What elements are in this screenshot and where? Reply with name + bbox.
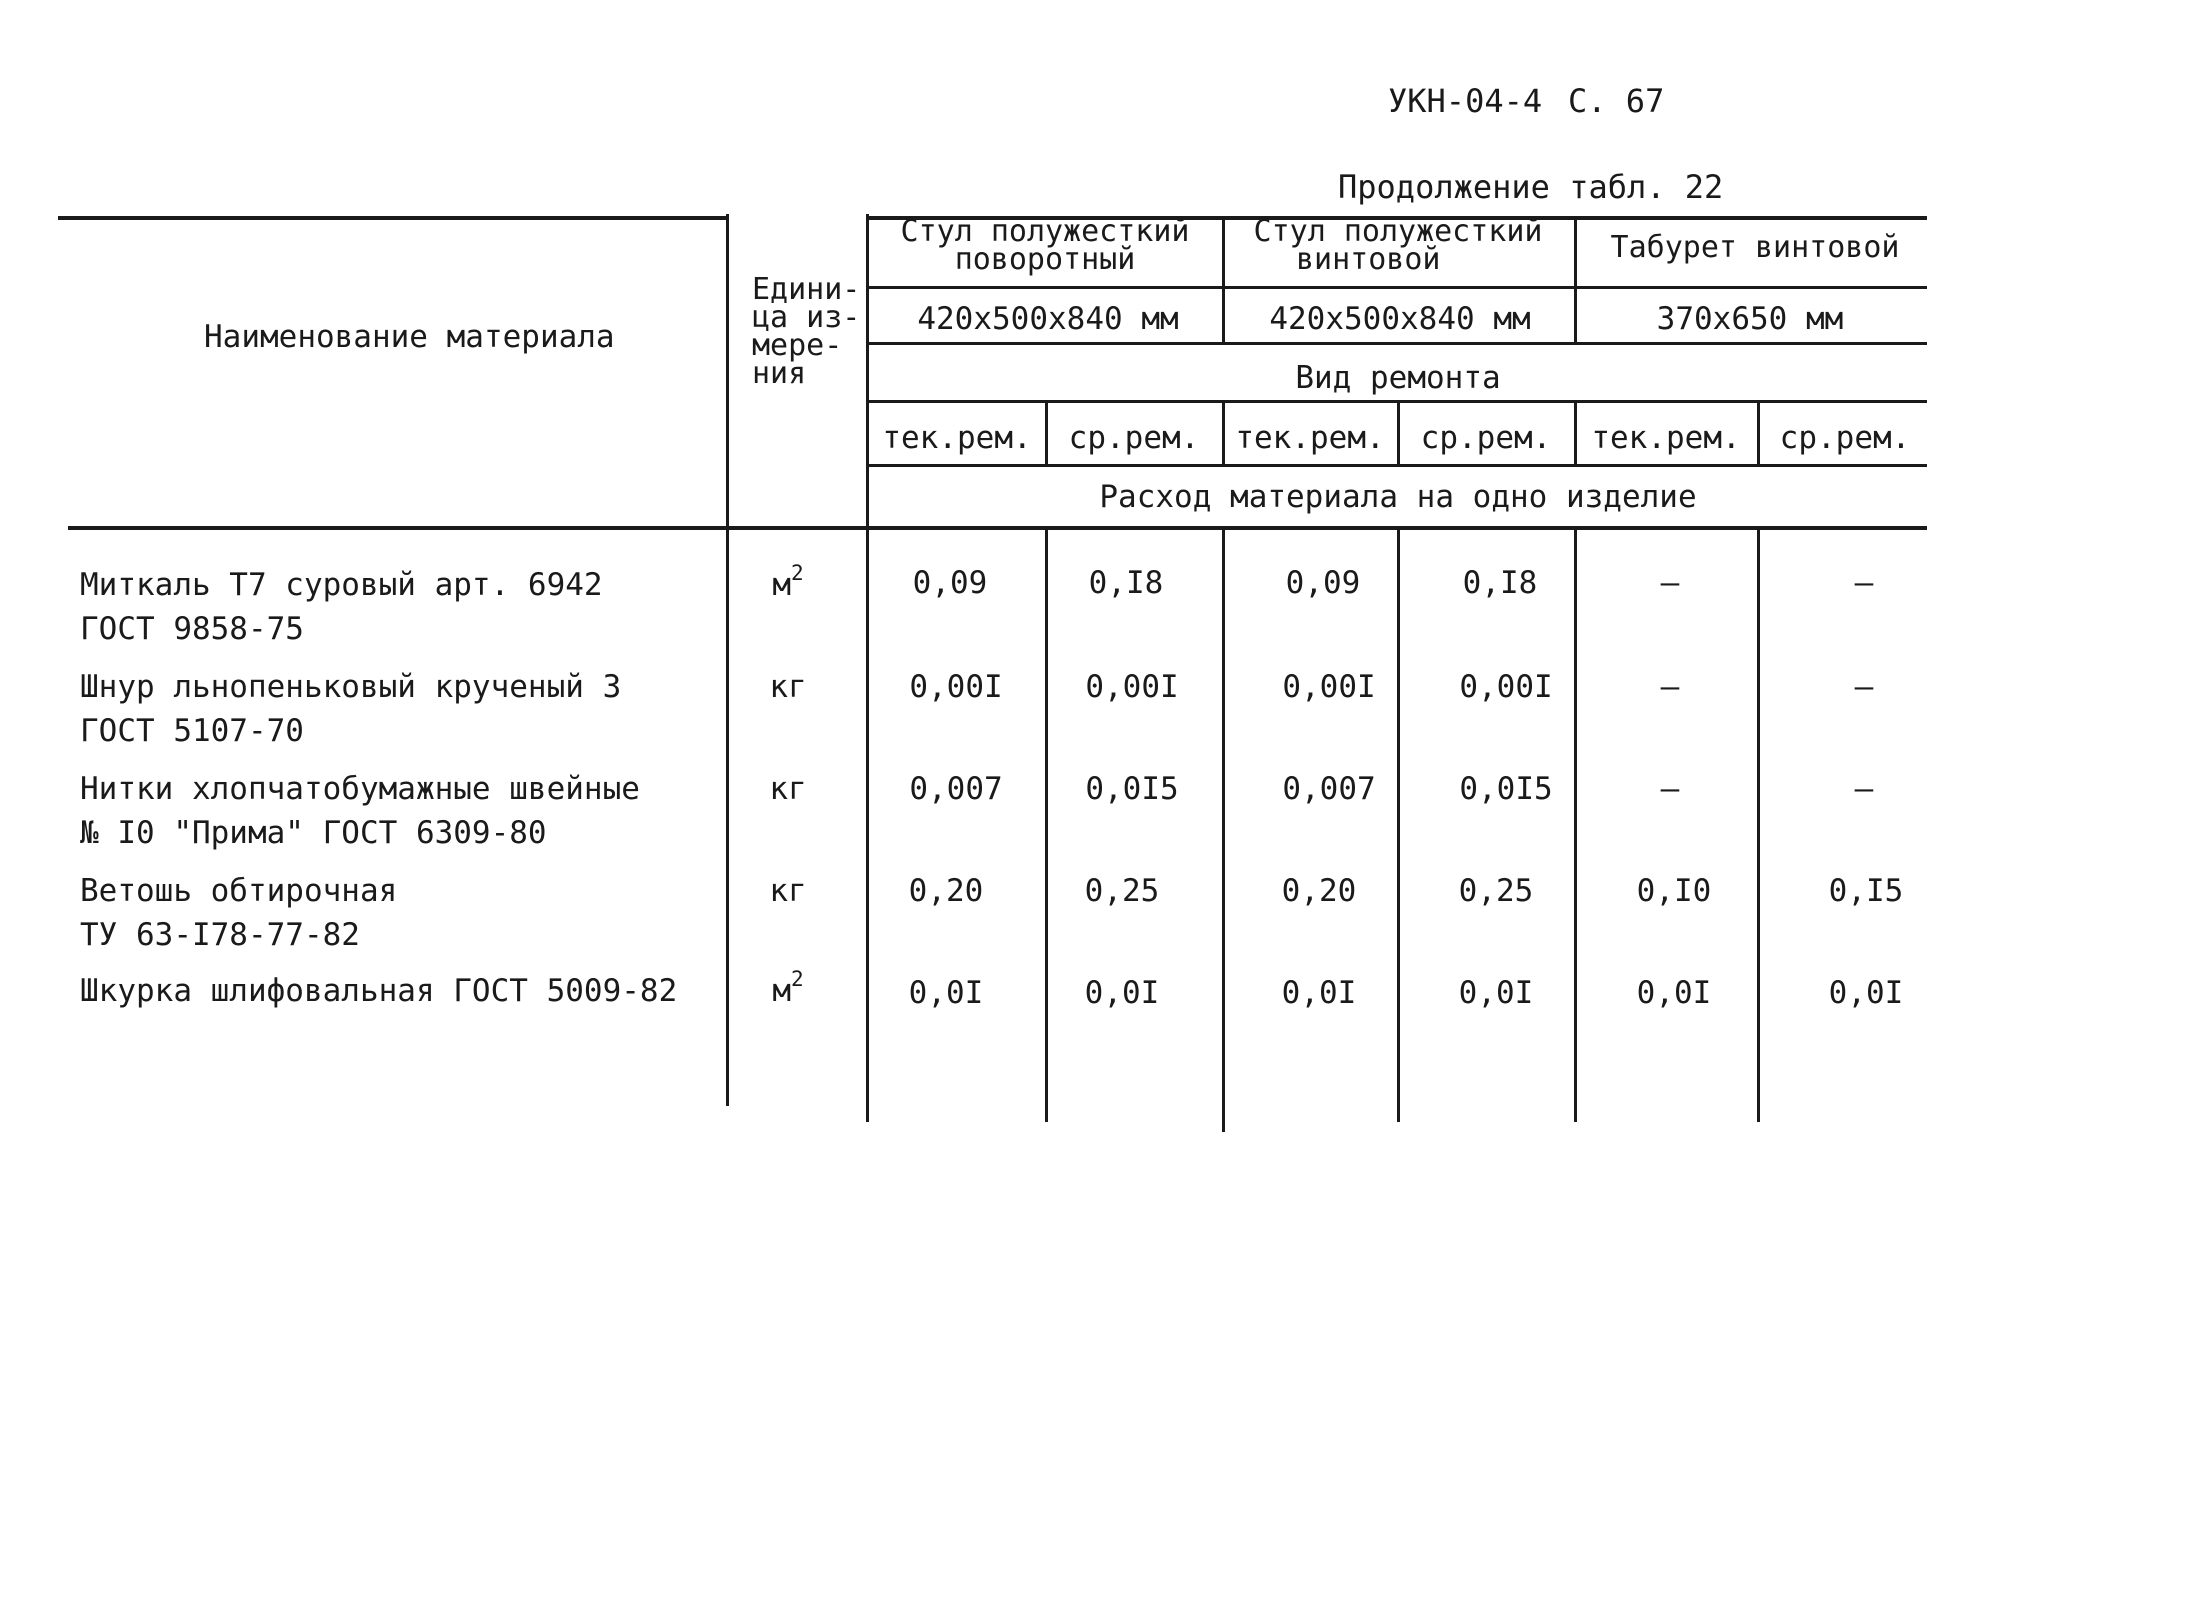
material-name-line: Нитки хлопчатобумажные швейные [80, 771, 640, 807]
value-cell: 0,25 [1458, 873, 1534, 909]
unit-text: м [772, 973, 792, 1009]
unit-cell [769, 770, 806, 808]
unit-header-line: мере- [752, 328, 843, 363]
repair-divider-3 [1397, 400, 1400, 464]
value-cell: 0,I8 [1088, 565, 1164, 601]
repair-kind-6: ср.рем. [1779, 420, 1911, 456]
repair-divider-4 [1574, 400, 1577, 464]
value-cell: 0,25 [1084, 873, 1160, 909]
material-name-line: ГОСТ 5107-70 [80, 713, 304, 749]
unit-cell [769, 872, 806, 910]
unit-cell [769, 668, 806, 706]
value-cell: 0,007 [1282, 771, 1376, 807]
unit-header-line: Едини- [752, 272, 861, 307]
unit-text: м [772, 567, 792, 603]
value-cell: 0,007 [909, 771, 1003, 807]
value-cell: 0,I5 [1828, 873, 1904, 909]
repair-kind-4: ср.рем. [1420, 420, 1552, 456]
unit-cell [772, 560, 804, 604]
header-bottom-rule [68, 526, 1927, 530]
product-name-line: Табурет винтовой [1610, 230, 1900, 265]
value-cell: – [1854, 669, 1874, 705]
product-divider-1-header [1222, 216, 1225, 342]
value-cell: 0,00I [1085, 669, 1179, 705]
value-cell: 0,09 [1285, 565, 1361, 601]
unit-superscript: 2 [791, 966, 804, 991]
unit-header-line: ния [752, 356, 807, 391]
unit-text: кг [769, 669, 807, 705]
value-cell: 0,20 [908, 873, 984, 909]
table-continuation-caption: Продолжение табл. 22 [1338, 168, 1724, 206]
material-name-line: Ветошь обтирочная [80, 873, 398, 909]
value-cell: 0,0I [1636, 975, 1712, 1011]
page-number: С. 67 [1568, 82, 1665, 120]
value-cell: 0,0I5 [1459, 771, 1553, 807]
value-cell: 0,0I [1084, 975, 1160, 1011]
value-cell: 0,00I [1282, 669, 1376, 705]
repair-kind-1: тек.рем. [882, 420, 1032, 456]
value-cell: – [1660, 669, 1680, 705]
value-cell: – [1660, 771, 1680, 807]
repair-type-header: Вид ремонта [1295, 360, 1501, 396]
product-divider-2-header [1574, 216, 1577, 342]
product-name-line: Стул полужесткий [900, 214, 1190, 249]
material-name-line: ГОСТ 9858-75 [80, 611, 304, 647]
document-code: УКН-04-4 [1388, 82, 1543, 120]
value-cell: 0,00I [1459, 669, 1553, 705]
value-cell: 0,20 [1281, 873, 1357, 909]
product-size-2: 420х500х840 мм [1269, 301, 1531, 337]
material-name-column-header: Наименование материала [204, 319, 615, 355]
unit-text: кг [769, 771, 807, 807]
value-cell: – [1854, 771, 1874, 807]
material-name-line: № I0 "Прима" ГОСТ 6309-80 [80, 815, 547, 851]
value-cell: 0,0I [1828, 975, 1904, 1011]
table-top-rule-left [58, 216, 728, 220]
value-cell: 0,00I [909, 669, 1003, 705]
product-size-1: 420х500х840 мм [917, 301, 1179, 337]
repair-divider-5 [1757, 400, 1760, 464]
body-divider-4 [1574, 526, 1577, 1122]
unit-cell [772, 966, 804, 1010]
value-cell: 0,I0 [1636, 873, 1712, 909]
product-header-rule [868, 286, 1927, 289]
value-cell: – [1660, 565, 1680, 601]
size-header-rule [868, 342, 1927, 345]
unit-text: кг [769, 873, 807, 909]
unit-header-line: ца из- [752, 300, 861, 335]
product-size-3: 370х650 мм [1656, 301, 1844, 337]
repair-divider-2 [1222, 400, 1225, 464]
unit-column-right-rule [866, 214, 869, 1122]
repair-kind-2: ср.рем. [1068, 420, 1200, 456]
body-divider-2 [1222, 526, 1225, 1132]
material-name-line: ТУ 63-I78-77-82 [80, 917, 360, 953]
unit-column-left-rule [726, 214, 729, 1106]
body-divider-5 [1757, 526, 1760, 1122]
material-name-line: Миткаль Т7 суровый арт. 6942 [80, 567, 603, 603]
value-cell: 0,0I [908, 975, 984, 1011]
repair-divider-1 [1045, 400, 1048, 464]
repair-kind-3: тек.рем. [1235, 420, 1385, 456]
repair-kind-5: тек.рем. [1591, 420, 1741, 456]
product-name-line: винтовой [1296, 242, 1441, 277]
value-cell: 0,I8 [1462, 565, 1538, 601]
body-divider-1 [1045, 526, 1048, 1122]
material-name-line: Шкурка шлифовальная ГОСТ 5009-82 [80, 973, 678, 1009]
value-cell: 0,0I [1458, 975, 1534, 1011]
repair-kind-rule [868, 464, 1927, 467]
value-cell: 0,0I5 [1085, 771, 1179, 807]
material-name-line: Шнур льнопеньковый крученый 3 [80, 669, 622, 705]
product-name-line: поворотный [954, 242, 1136, 277]
unit-superscript: 2 [791, 560, 804, 585]
body-divider-3 [1397, 526, 1400, 1122]
value-cell: 0,09 [912, 565, 988, 601]
consumption-header: Расход материала на одно изделие [1099, 479, 1697, 515]
value-cell: – [1854, 565, 1874, 601]
product-name-line: Стул полужесткий [1253, 214, 1543, 249]
value-cell: 0,0I [1281, 975, 1357, 1011]
